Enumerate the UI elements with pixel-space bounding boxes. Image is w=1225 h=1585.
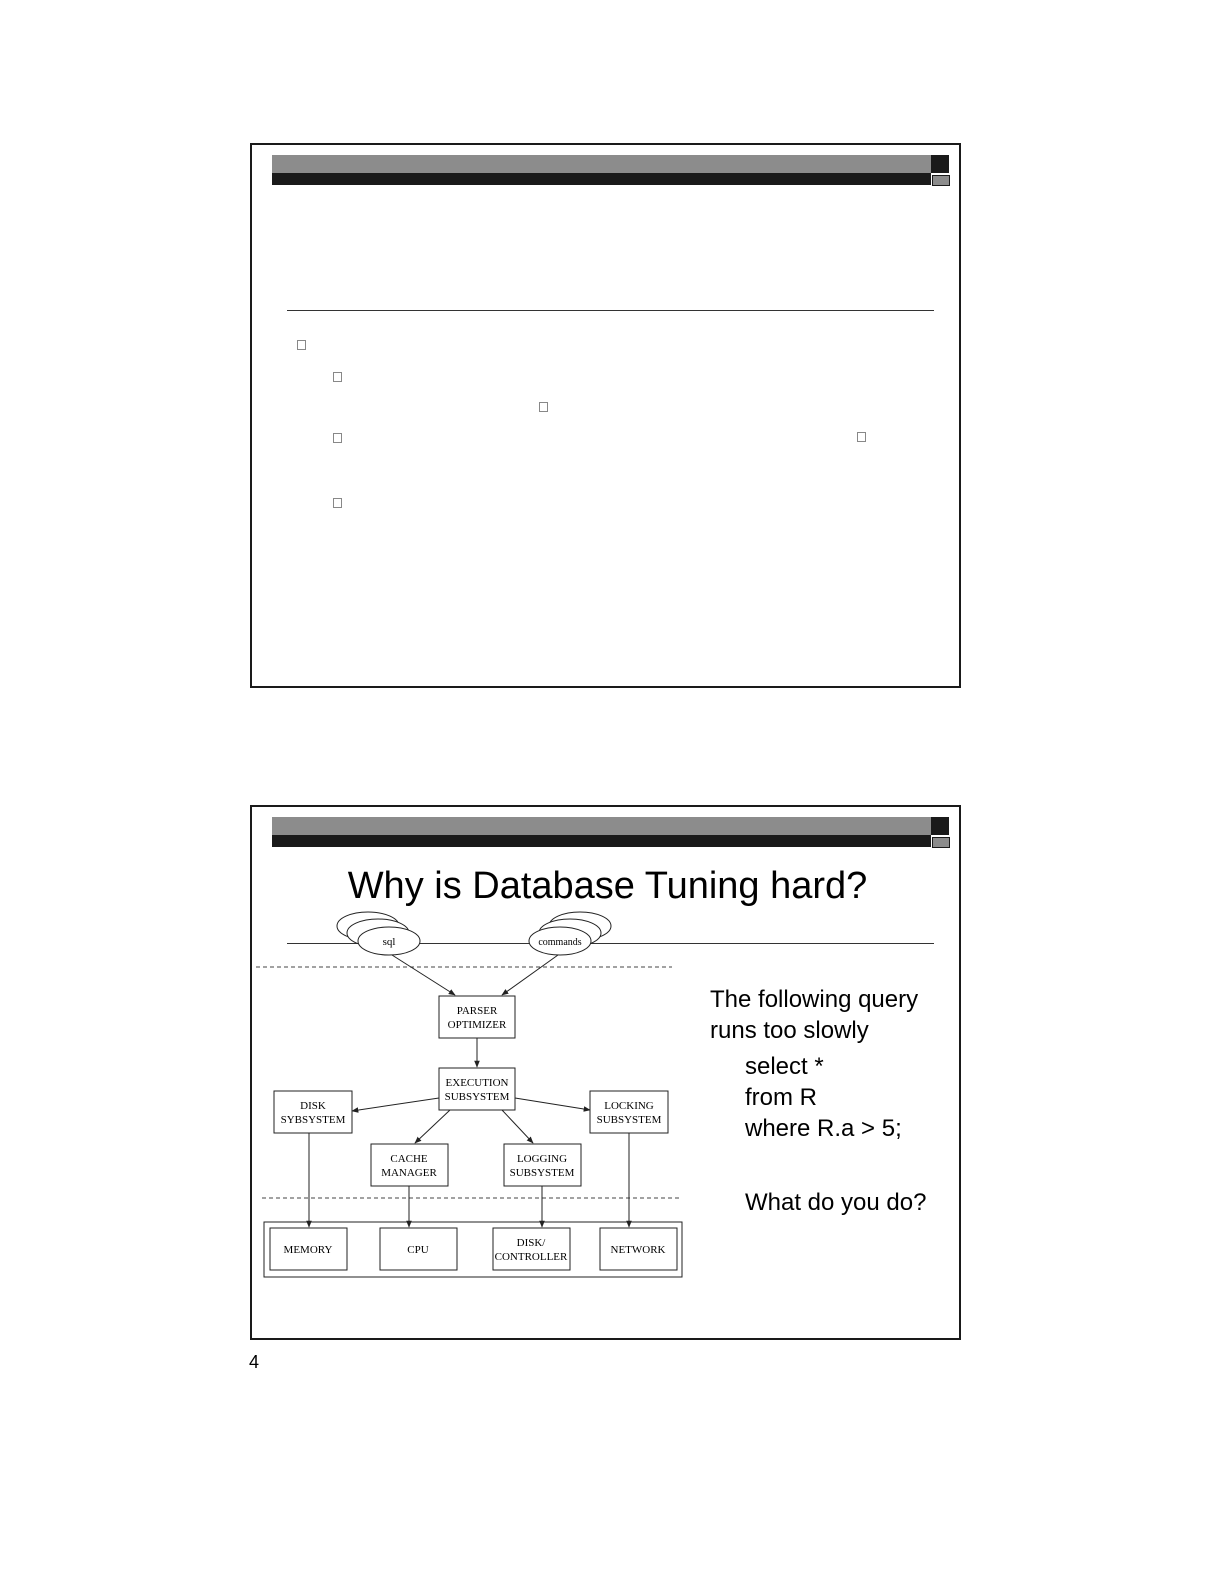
- title-rule: [287, 310, 934, 311]
- svg-text:SUBSYSTEM: SUBSYSTEM: [509, 1167, 575, 1179]
- cpu-box: [380, 1228, 457, 1270]
- disk-subsystem-box: [274, 1091, 352, 1133]
- svg-text:EXECUTION: EXECUTION: [445, 1077, 509, 1089]
- svg-text:LOCKING: LOCKING: [604, 1100, 654, 1112]
- slide-title: Why is Database Tuning hard?: [347, 865, 868, 907]
- svg-text:SUBSYSTEM: SUBSYSTEM: [596, 1114, 662, 1126]
- bullet-box: [333, 372, 342, 382]
- side-text-line-1: The following query: [710, 986, 919, 1013]
- svg-text:PARSER: PARSER: [456, 1005, 498, 1017]
- page-number: 4: [249, 1352, 260, 1372]
- side-text-line-2: runs too slowly: [710, 1017, 869, 1044]
- locking-subsystem-box: [590, 1091, 668, 1133]
- slide-1: [250, 143, 961, 688]
- svg-text:OPTIMIZER: OPTIMIZER: [447, 1019, 507, 1031]
- commands-label: commands: [538, 937, 582, 948]
- bullet-box: [333, 433, 342, 443]
- cache-manager-box: [371, 1144, 448, 1186]
- logging-subsystem-box: [504, 1144, 581, 1186]
- slide-2: [250, 805, 961, 1340]
- svg-text:DISK: DISK: [300, 1100, 326, 1112]
- query-line-3: where R.a > 5;: [745, 1115, 902, 1142]
- svg-text:NETWORK: NETWORK: [610, 1244, 666, 1256]
- disk-controller-box: [493, 1228, 570, 1270]
- svg-text:SYBSYSTEM: SYBSYSTEM: [280, 1114, 346, 1126]
- svg-text:LOGGING: LOGGING: [516, 1153, 568, 1165]
- sql-input: [337, 912, 420, 955]
- bullet-box: [539, 402, 548, 412]
- title-bar: [272, 155, 931, 185]
- database-architecture-diagram: [252, 807, 963, 1342]
- sql-label: sql: [382, 936, 396, 948]
- execution-subsystem-box: [439, 1068, 515, 1110]
- svg-text:SUBSYSTEM: SUBSYSTEM: [444, 1091, 510, 1103]
- svg-text:DISK/: DISK/: [516, 1237, 546, 1249]
- query-line-2: from R: [745, 1084, 817, 1111]
- memory-box: [270, 1228, 347, 1270]
- svg-text:MANAGER: MANAGER: [381, 1167, 437, 1179]
- svg-text:MEMORY: MEMORY: [283, 1244, 333, 1256]
- title-bar-corner: [931, 155, 949, 173]
- parser-optimizer-box: [439, 996, 515, 1038]
- bullet-box: [857, 432, 866, 442]
- bullet-box: [297, 340, 306, 350]
- commands-input: [529, 912, 611, 955]
- svg-text:CONTROLLER: CONTROLLER: [494, 1251, 568, 1263]
- query-line-1: select *: [745, 1053, 824, 1080]
- network-box: [600, 1228, 677, 1270]
- bullet-box: [333, 498, 342, 508]
- question-text: What do you do?: [745, 1189, 927, 1216]
- svg-text:CPU: CPU: [407, 1244, 429, 1256]
- svg-text:CACHE: CACHE: [390, 1153, 428, 1165]
- title-bar-corner-low: [932, 175, 950, 186]
